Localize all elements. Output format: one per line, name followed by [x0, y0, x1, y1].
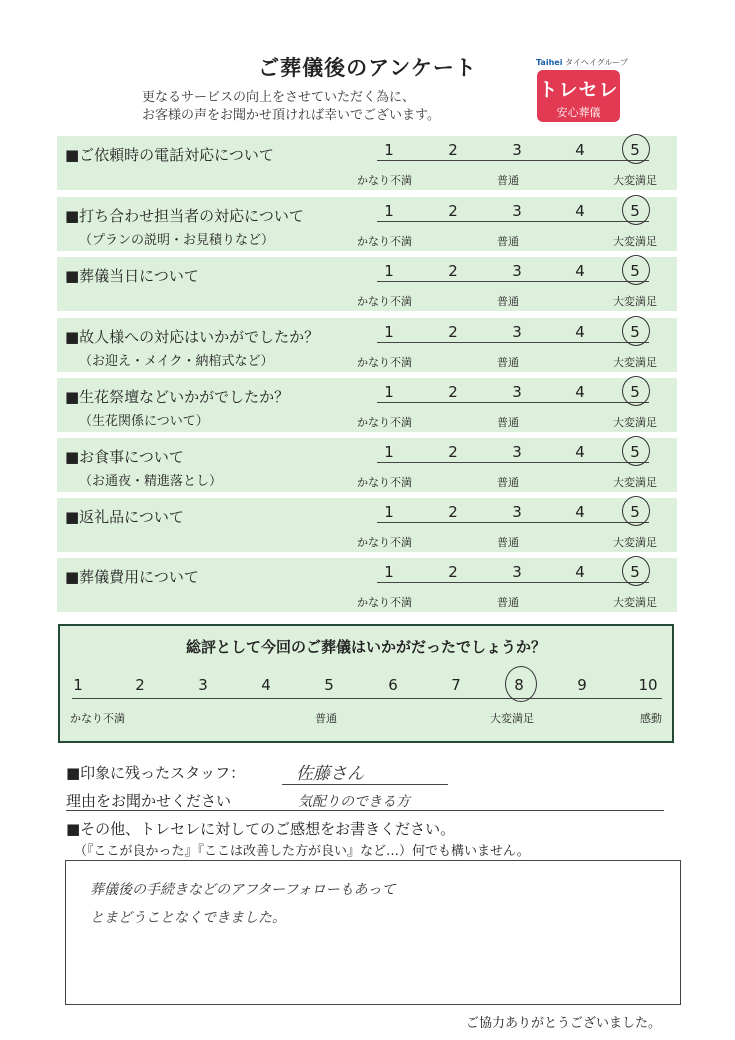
reason-answer: 気配りのできる方 — [298, 794, 410, 810]
comment-line-1: 葬儀後の手続きなどのアフターフォローもあって — [90, 882, 396, 898]
scale-label-mid: 普通 — [497, 235, 519, 248]
scale-number-3[interactable]: 3 — [512, 443, 522, 461]
scale-number-4[interactable]: 4 — [575, 383, 585, 401]
scale-label-high: 大変満足 — [613, 295, 657, 308]
answer-circle — [622, 195, 650, 225]
scale-number-3[interactable]: 3 — [512, 141, 522, 159]
question-row — [57, 197, 677, 251]
scale-number-4[interactable]: 4 — [575, 443, 585, 461]
scale-number-3[interactable]: 3 — [512, 563, 522, 581]
scale-number-1[interactable]: 1 — [384, 262, 394, 280]
comments-hint: （『ここが良かった』『ここは改善した方が良い』など…）何でも構いません。 — [74, 844, 530, 859]
scale-label-low: かなり不満 — [357, 596, 412, 609]
scale-number-2[interactable]: 2 — [448, 383, 458, 401]
scale-label-mid: 普通 — [497, 295, 519, 308]
overall-number-8[interactable]: 8 — [514, 676, 524, 694]
scale-label-mid: 普通 — [497, 416, 519, 429]
question-sub-label: （プランの説明・お見積りなど） — [79, 233, 275, 248]
brand-logo-sub: 安心葬儀 — [556, 106, 601, 119]
answer-circle — [622, 436, 650, 466]
scale-label-mid: 普通 — [497, 476, 519, 489]
scale-number-1[interactable]: 1 — [384, 202, 394, 220]
overall-label-mid: 普通 — [315, 712, 337, 725]
answer-circle — [622, 376, 650, 406]
answer-circle — [622, 134, 650, 164]
overall-number-10[interactable]: 10 — [638, 676, 658, 694]
scale-number-3[interactable]: 3 — [512, 262, 522, 280]
scale-number-3[interactable]: 3 — [512, 323, 522, 341]
overall-label-low: かなり不満 — [70, 712, 125, 725]
staff-answer-line — [282, 784, 448, 785]
question-label: ■お食事について — [65, 448, 184, 466]
scale-line — [377, 582, 649, 583]
scale-label-mid: 普通 — [497, 536, 519, 549]
question-label: ■返礼品について — [65, 508, 184, 526]
scale-number-2[interactable]: 2 — [448, 443, 458, 461]
scale-line — [377, 522, 649, 523]
scale-number-5[interactable]: 5 — [630, 323, 640, 341]
scale-number-2[interactable]: 2 — [448, 262, 458, 280]
overall-number-2[interactable]: 2 — [135, 676, 145, 694]
thanks-message: ご協力ありがとうございました。 — [466, 1016, 662, 1031]
scale-number-4[interactable]: 4 — [575, 202, 585, 220]
page-title: ご葬儀後のアンケート — [258, 56, 477, 80]
overall-number-3[interactable]: 3 — [198, 676, 208, 694]
group-name: タイヘイグループ — [564, 58, 629, 67]
scale-label-low: かなり不満 — [357, 536, 412, 549]
comments-label: ■その他、トレセレに対してのご感想をお書きください。 — [66, 820, 456, 838]
answer-circle — [622, 316, 650, 346]
question-label: ■生花祭壇などいかがでしたか？ — [65, 388, 290, 406]
scale-label-high: 大変満足 — [613, 174, 657, 187]
scale-label-high: 大変満足 — [613, 416, 657, 429]
staff-label: ■印象に残ったスタッフ： — [66, 764, 246, 782]
overall-number-7[interactable]: 7 — [451, 676, 461, 694]
overall-label-moved: 感動 — [640, 712, 662, 725]
overall-number-5[interactable]: 5 — [324, 676, 334, 694]
scale-label-low: かなり不満 — [357, 476, 412, 489]
scale-number-5[interactable]: 5 — [630, 443, 640, 461]
scale-number-2[interactable]: 2 — [448, 202, 458, 220]
scale-label-low: かなり不満 — [357, 174, 412, 187]
staff-answer: 佐藤さん — [296, 764, 364, 784]
scale-label-mid: 普通 — [497, 174, 519, 187]
scale-number-5[interactable]: 5 — [630, 503, 640, 521]
scale-number-5[interactable]: 5 — [630, 141, 640, 159]
scale-number-1[interactable]: 1 — [384, 323, 394, 341]
comment-box — [65, 860, 681, 1005]
scale-number-3[interactable]: 3 — [512, 383, 522, 401]
question-row — [57, 498, 677, 552]
question-label: ■打ち合わせ担当者の対応について — [65, 207, 304, 225]
question-sub-label: （お迎え・メイク・納棺式など） — [79, 354, 274, 369]
scale-number-4[interactable]: 4 — [575, 323, 585, 341]
intro-line-1: 更なるサービスの向上をさせていただく為に、 — [142, 90, 416, 105]
brand-logo-main: トレセレ — [538, 79, 619, 101]
scale-line — [377, 281, 649, 282]
scale-label-low: かなり不満 — [357, 356, 412, 369]
scale-number-4[interactable]: 4 — [575, 141, 585, 159]
scale-line — [377, 402, 649, 403]
scale-number-4[interactable]: 4 — [575, 262, 585, 280]
overall-question: 総評として今回のご葬儀はいかがだったでしょうか？ — [185, 638, 546, 656]
scale-number-2[interactable]: 2 — [448, 563, 458, 581]
scale-line — [377, 462, 649, 463]
overall-number-1[interactable]: 1 — [73, 676, 83, 694]
scale-number-2[interactable]: 2 — [448, 141, 458, 159]
question-label: ■葬儀費用について — [65, 568, 199, 586]
question-row — [57, 558, 677, 612]
scale-line — [377, 160, 649, 161]
scale-number-3[interactable]: 3 — [512, 503, 522, 521]
scale-number-3[interactable]: 3 — [512, 202, 522, 220]
question-label: ■ご依頼時の電話対応について — [65, 146, 274, 164]
comment-line-2: とまどうことなくできました。 — [90, 910, 286, 926]
scale-label-high: 大変満足 — [613, 536, 657, 549]
overall-rating-box — [58, 624, 674, 743]
question-row — [57, 438, 677, 492]
question-sub-label: （お通夜・精進落とし） — [79, 474, 223, 489]
overall-label-high: 大変満足 — [490, 712, 534, 725]
scale-number-1[interactable]: 1 — [384, 503, 394, 521]
reason-label: 理由をお聞かせください — [66, 792, 232, 810]
scale-label-low: かなり不満 — [357, 235, 412, 248]
scale-label-mid: 普通 — [497, 356, 519, 369]
scale-number-1[interactable]: 1 — [384, 141, 394, 159]
overall-scale-line — [72, 698, 662, 699]
answer-circle — [622, 556, 650, 586]
scale-label-high: 大変満足 — [613, 356, 657, 369]
question-sub-label: （生花関係について） — [79, 414, 209, 429]
scale-line — [377, 342, 649, 343]
scale-number-1[interactable]: 1 — [384, 563, 394, 581]
overall-answer-circle — [505, 666, 537, 702]
overall-number-6[interactable]: 6 — [388, 676, 398, 694]
group-logo — [536, 57, 628, 68]
scale-number-4[interactable]: 4 — [575, 563, 585, 581]
scale-number-1[interactable]: 1 — [384, 383, 394, 401]
scale-label-low: かなり不満 — [357, 416, 412, 429]
scale-number-2[interactable]: 2 — [448, 323, 458, 341]
scale-label-low: かなり不満 — [357, 295, 412, 308]
scale-number-1[interactable]: 1 — [384, 443, 394, 461]
scale-number-5[interactable]: 5 — [630, 563, 640, 581]
question-row — [57, 136, 677, 190]
scale-number-4[interactable]: 4 — [575, 503, 585, 521]
intro-line-2: お客様の声をお聞かせ頂ければ幸いでございます。 — [142, 108, 440, 123]
scale-number-5[interactable]: 5 — [630, 202, 640, 220]
overall-number-9[interactable]: 9 — [577, 676, 587, 694]
brand-logo — [537, 70, 620, 122]
question-row — [57, 378, 677, 432]
group-brand: Taihei — [536, 58, 563, 67]
scale-label-high: 大変満足 — [613, 235, 657, 248]
scale-label-mid: 普通 — [497, 596, 519, 609]
scale-number-5[interactable]: 5 — [630, 383, 640, 401]
answer-circle — [622, 255, 650, 285]
scale-number-5[interactable]: 5 — [630, 262, 640, 280]
question-row — [57, 257, 677, 311]
scale-label-high: 大変満足 — [613, 476, 657, 489]
answer-circle — [622, 496, 650, 526]
question-row — [57, 318, 677, 372]
scale-line — [377, 221, 649, 222]
question-label: ■故人様への対応はいかがでしたか？ — [65, 328, 320, 346]
overall-number-4[interactable]: 4 — [261, 676, 271, 694]
question-label: ■葬儀当日について — [65, 267, 199, 285]
scale-label-high: 大変満足 — [613, 596, 657, 609]
scale-number-2[interactable]: 2 — [448, 503, 458, 521]
